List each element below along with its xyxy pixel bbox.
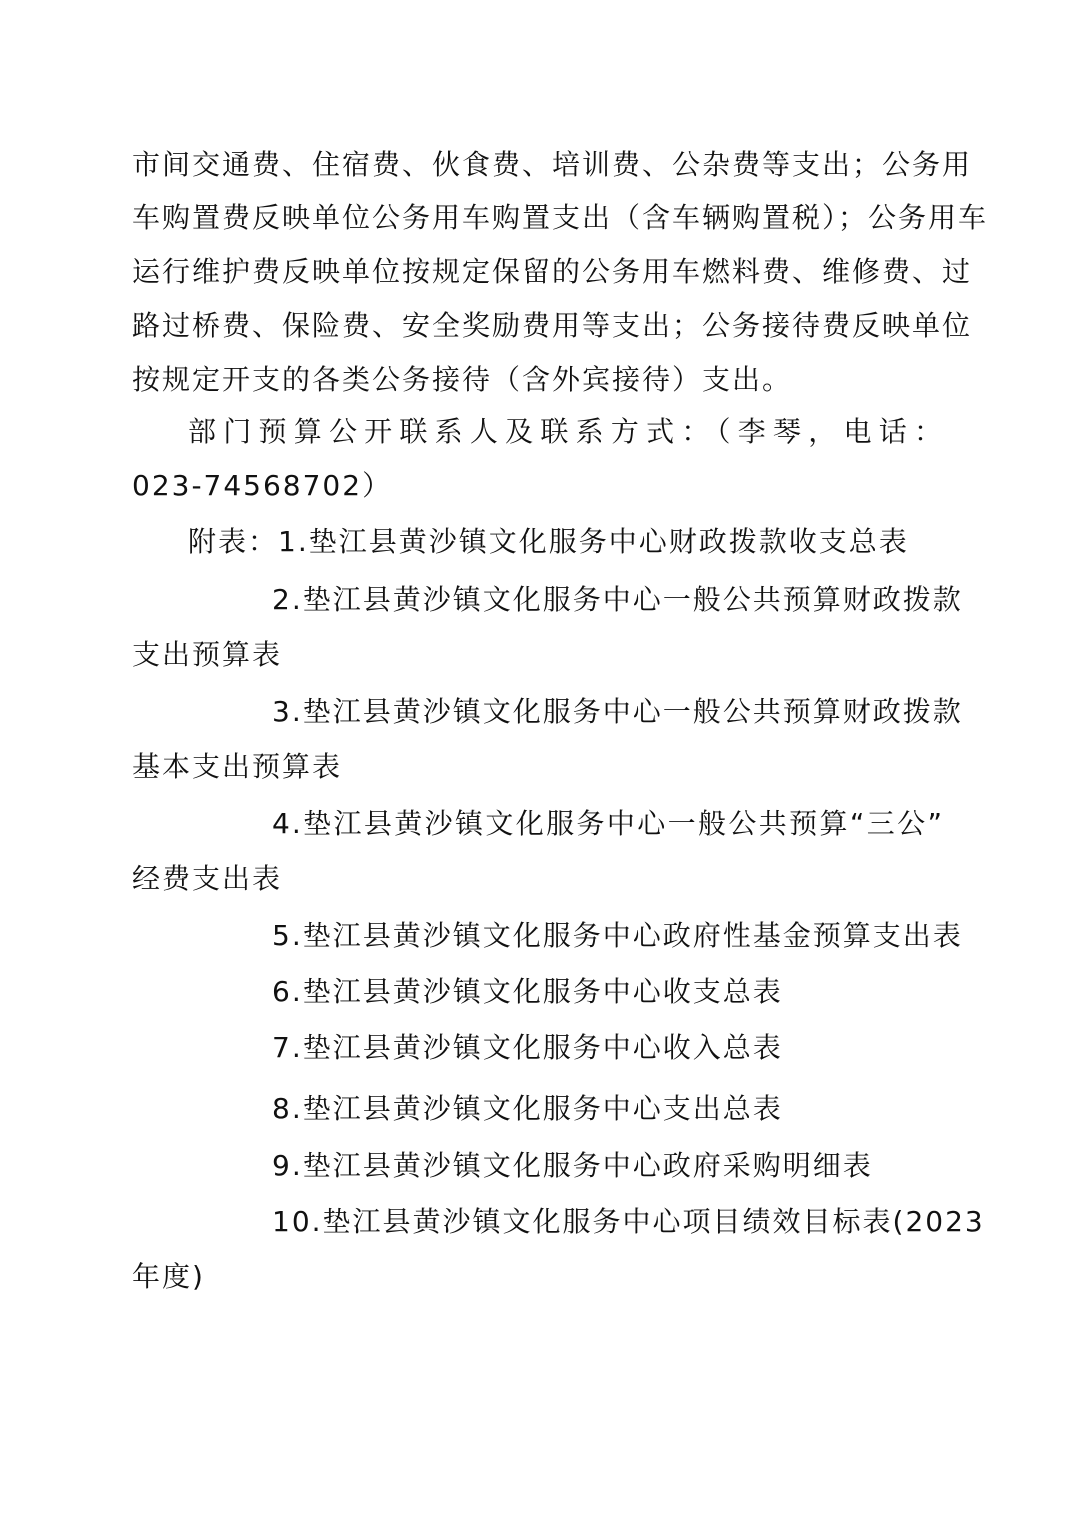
attachment-item-4: 4.垫江县黄沙镇文化服务中心一般公共预算“三公” <box>272 807 944 840</box>
attachment-item-3: 3.垫江县黄沙镇文化服务中心一般公共预算财政拨款 <box>272 695 963 728</box>
body-text-line: 市间交通费、住宿费、伙食费、培训费、公杂费等支出；公务用 <box>132 148 973 181</box>
contact-phone-line: 023-74568702） <box>132 469 393 502</box>
attachment-item-10-cont: 年度) <box>132 1260 205 1293</box>
body-text-line: 路过桥费、保险费、安全奖励费用等支出；公务接待费反映单位 <box>132 309 973 342</box>
attachment-item-2-cont: 支出预算表 <box>132 638 283 671</box>
body-text-line: 运行维护费反映单位按规定保留的公务用车燃料费、维修费、过 <box>132 255 973 288</box>
attachment-item-5: 5.垫江县黄沙镇文化服务中心政府性基金预算支出表 <box>272 919 963 952</box>
attachment-item-6: 6.垫江县黄沙镇文化服务中心收支总表 <box>272 975 783 1008</box>
attachment-item-3-cont: 基本支出预算表 <box>132 750 343 783</box>
body-text-line: 按规定开支的各类公务接待（含外宾接待）支出。 <box>132 363 793 396</box>
contact-line: 部门预算公开联系人及联系方式：（李琴，电话： <box>188 415 944 448</box>
body-text-line: 车购置费反映单位公务用车购置支出（含车辆购置税）；公务用车 <box>132 201 989 234</box>
attachment-item-1: 附表：1.垫江县黄沙镇文化服务中心财政拨款收支总表 <box>188 525 909 558</box>
attachment-item-8: 8.垫江县黄沙镇文化服务中心支出总表 <box>272 1092 783 1125</box>
attachment-item-10: 10.垫江县黄沙镇文化服务中心项目绩效目标表(2023 <box>272 1205 985 1238</box>
attachment-item-7: 7.垫江县黄沙镇文化服务中心收入总表 <box>272 1031 783 1064</box>
attachment-item-4-cont: 经费支出表 <box>132 862 283 895</box>
attachment-item-2: 2.垫江县黄沙镇文化服务中心一般公共预算财政拨款 <box>272 583 963 616</box>
attachment-item-9: 9.垫江县黄沙镇文化服务中心政府采购明细表 <box>272 1149 873 1182</box>
